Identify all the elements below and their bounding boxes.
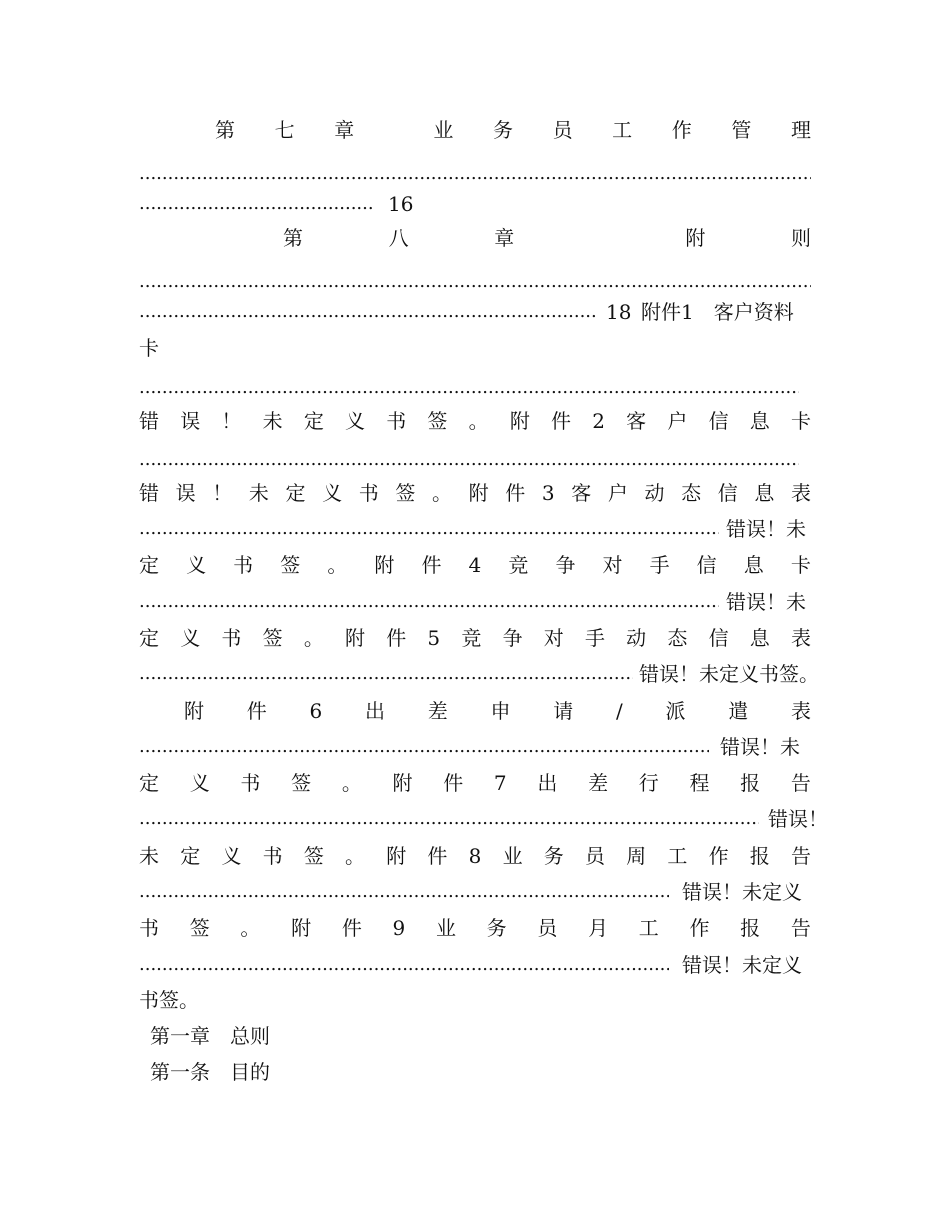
toc-char: 信: [696, 553, 717, 577]
toc-char: 义: [322, 481, 343, 505]
toc-char: 请: [553, 699, 574, 723]
toc-char: 息: [754, 481, 775, 505]
toc-char: 签: [395, 481, 416, 505]
toc-char: ！: [221, 409, 242, 433]
toc-char: 件: [386, 626, 407, 650]
toc-char: 务: [486, 916, 507, 940]
toc-page-number: 16: [388, 192, 414, 216]
toc-char: 。: [327, 553, 348, 577]
toc-char: ！: [212, 481, 233, 505]
toc-char: 附: [468, 481, 489, 505]
toc-char: 7: [493, 771, 507, 795]
toc-char: 签: [291, 771, 312, 795]
toc-char: 章: [334, 118, 355, 142]
toc-char: 附: [345, 626, 366, 650]
toc-leader-dots: [139, 370, 799, 406]
toc-leader-dots: [139, 874, 669, 910]
toc-error-text: 错误！: [768, 807, 828, 831]
toc-entry-attachment6[interactable]: [184, 693, 811, 729]
toc-char: 签: [189, 916, 210, 940]
toc-char: 件: [246, 699, 267, 723]
toc-char: 义: [186, 553, 207, 577]
toc-char: 客: [626, 409, 647, 433]
toc-char: 周: [626, 844, 647, 868]
toc-char: 6: [309, 699, 323, 723]
toc-char: 3: [541, 481, 555, 505]
toc-char: 作: [671, 118, 692, 142]
toc-char: 未: [262, 409, 283, 433]
toc-entry-attachment8[interactable]: [139, 838, 811, 874]
toc-char: 则: [790, 226, 811, 250]
toc-char: 义: [345, 409, 366, 433]
toc-char: 。: [341, 771, 362, 795]
toc-char: 卡: [790, 409, 811, 433]
toc-char: 第: [215, 118, 235, 142]
chapter-heading: 第一章 总则: [150, 1024, 270, 1048]
toc-leader-dots: [139, 442, 799, 478]
toc-char: 告: [790, 916, 811, 940]
toc-char: 业: [433, 118, 454, 142]
toc-char: 5: [427, 626, 441, 650]
toc-char: 工: [638, 916, 659, 940]
toc-char: 附: [291, 916, 312, 940]
toc-char: 书: [139, 916, 159, 940]
toc-char: 务: [492, 118, 513, 142]
toc-char: 八: [388, 226, 409, 250]
toc-char: 工: [667, 844, 688, 868]
toc-char: 手: [649, 553, 670, 577]
toc-entry-attachment7[interactable]: [139, 765, 811, 801]
toc-char: 态: [667, 626, 688, 650]
toc-page-number: 18: [606, 300, 632, 324]
toc-char: 附: [386, 844, 407, 868]
toc-char: 报: [740, 916, 761, 940]
toc-leader-dots: [139, 294, 597, 330]
toc-entry-attachment1-cont: 卡: [139, 336, 159, 360]
toc-entry-chapter7[interactable]: [215, 112, 811, 148]
toc-char: 书: [221, 626, 242, 650]
toc-char: 表: [790, 699, 811, 723]
toc-char: 签: [280, 553, 301, 577]
toc-entry-attachment3[interactable]: [139, 475, 811, 511]
toc-leader-dots: [139, 656, 633, 692]
toc-char: 签: [427, 409, 448, 433]
toc-char: 。: [303, 626, 324, 650]
toc-char: 信: [717, 481, 738, 505]
toc-char: 定: [285, 481, 306, 505]
toc-char: 4: [468, 553, 482, 577]
toc-char: 业: [435, 916, 456, 940]
toc-char: 报: [749, 844, 770, 868]
toc-entry-attachment9[interactable]: [139, 910, 811, 946]
toc-char: 态: [681, 481, 702, 505]
toc-char: /: [615, 699, 623, 723]
toc-char: 对: [602, 553, 623, 577]
toc-char: 误: [175, 481, 196, 505]
toc-char: 员: [537, 916, 558, 940]
toc-char: 工: [612, 118, 633, 142]
toc-char: 差: [427, 699, 448, 723]
toc-error-text: 错误！未定义: [682, 880, 802, 904]
toc-char: 竞: [508, 553, 529, 577]
toc-char: 定: [139, 626, 159, 650]
toc-char: 作: [689, 916, 710, 940]
toc-char: 息: [749, 626, 770, 650]
toc-char: 手: [584, 626, 605, 650]
toc-char: 误: [180, 409, 201, 433]
toc-char: 信: [708, 409, 729, 433]
toc-char: 第: [283, 226, 303, 250]
toc-char: 业: [502, 844, 523, 868]
toc-char: 。: [345, 844, 366, 868]
toc-char: 户: [667, 409, 688, 433]
toc-char: 未: [139, 844, 159, 868]
toc-leader-dots: [139, 186, 375, 222]
toc-char: 员: [584, 844, 605, 868]
toc-char: 未: [248, 481, 269, 505]
toc-char: 义: [221, 844, 242, 868]
toc-char: 出: [364, 699, 385, 723]
toc-char: 派: [665, 699, 686, 723]
toc-entry-attachment2[interactable]: [139, 403, 811, 439]
toc-char: 理: [790, 118, 811, 142]
toc-char: 。: [432, 481, 452, 505]
toc-char: 签: [262, 626, 283, 650]
toc-error-text: 错误！未定义: [682, 953, 802, 977]
toc-error-text: 错误！未定义书签。: [639, 662, 819, 686]
toc-char: 行: [638, 771, 659, 795]
toc-error-text: 错误！未: [726, 517, 806, 541]
toc-char: 卡: [790, 553, 811, 577]
toc-leader-dots: [139, 947, 669, 983]
toc-char: 附: [184, 699, 204, 723]
toc-char: 定: [303, 409, 324, 433]
toc-leader-dots: [139, 729, 709, 765]
toc-char: 动: [626, 626, 647, 650]
toc-char: 月: [588, 916, 609, 940]
toc-char: 义: [189, 771, 210, 795]
toc-char: 8: [468, 844, 482, 868]
toc-char: 。: [240, 916, 261, 940]
toc-char: 竞: [461, 626, 482, 650]
toc-char: 息: [743, 553, 764, 577]
toc-char: 户: [607, 481, 628, 505]
article-heading: 第一条 目的: [150, 1060, 270, 1084]
toc-char: 义: [180, 626, 201, 650]
toc-char: 件: [421, 553, 442, 577]
toc-char: 书: [233, 553, 254, 577]
toc-char: 件: [505, 481, 526, 505]
toc-char: 附: [392, 771, 413, 795]
toc-entry-attachment1[interactable]: 附件1 客户资料: [641, 300, 794, 324]
toc-char: 表: [790, 626, 811, 650]
toc-char: 章: [494, 226, 515, 250]
toc-char: 定: [139, 771, 159, 795]
toc-char: 签: [303, 844, 324, 868]
toc-char: 件: [551, 409, 572, 433]
toc-char: 表: [790, 481, 811, 505]
toc-char: 附: [374, 553, 395, 577]
toc-char: 书: [240, 771, 261, 795]
toc-char: 程: [689, 771, 710, 795]
toc-char: 对: [543, 626, 564, 650]
toc-char: 息: [749, 409, 770, 433]
toc-char: 件: [427, 844, 448, 868]
toc-entry-chapter8[interactable]: [283, 220, 811, 256]
toc-char: 出: [537, 771, 558, 795]
toc-char: 动: [644, 481, 665, 505]
toc-leader-dots: [139, 511, 719, 547]
toc-leader-dots: [139, 801, 759, 837]
toc-char: 错: [139, 409, 159, 433]
toc-entry-attachment5[interactable]: [139, 620, 811, 656]
toc-char: 定: [139, 553, 159, 577]
toc-char: 错: [139, 481, 159, 505]
toc-char: 2: [592, 409, 605, 433]
toc-char: 件: [341, 916, 362, 940]
toc-char: 务: [543, 844, 564, 868]
toc-char: 告: [790, 771, 811, 795]
toc-char: 七: [274, 118, 295, 142]
toc-char: 遣: [728, 699, 749, 723]
toc-char: 员: [552, 118, 573, 142]
toc-char: 。: [468, 409, 489, 433]
toc-leader-dots: [139, 584, 719, 620]
toc-entry-attachment4[interactable]: [139, 547, 811, 583]
toc-char: 争: [555, 553, 576, 577]
toc-char: 9: [392, 916, 406, 940]
toc-char: 告: [790, 844, 811, 868]
toc-char: 书: [262, 844, 283, 868]
toc-char: 报: [740, 771, 761, 795]
toc-char: 信: [708, 626, 729, 650]
toc-char: 争: [502, 626, 523, 650]
toc-char: 附: [685, 226, 706, 250]
toc-char: 管: [731, 118, 752, 142]
toc-char: 件: [443, 771, 464, 795]
toc-error-text-cont: 书签。: [139, 988, 199, 1012]
toc-error-text: 错误！未: [726, 590, 806, 614]
toc-char: 书: [358, 481, 379, 505]
toc-char: 定: [180, 844, 201, 868]
toc-error-text: 错误！未: [720, 735, 800, 759]
toc-char: 客: [571, 481, 592, 505]
toc-char: 作: [708, 844, 729, 868]
toc-char: 附: [509, 409, 530, 433]
toc-char: 差: [588, 771, 609, 795]
toc-char: 书: [386, 409, 407, 433]
toc-char: 申: [490, 699, 511, 723]
